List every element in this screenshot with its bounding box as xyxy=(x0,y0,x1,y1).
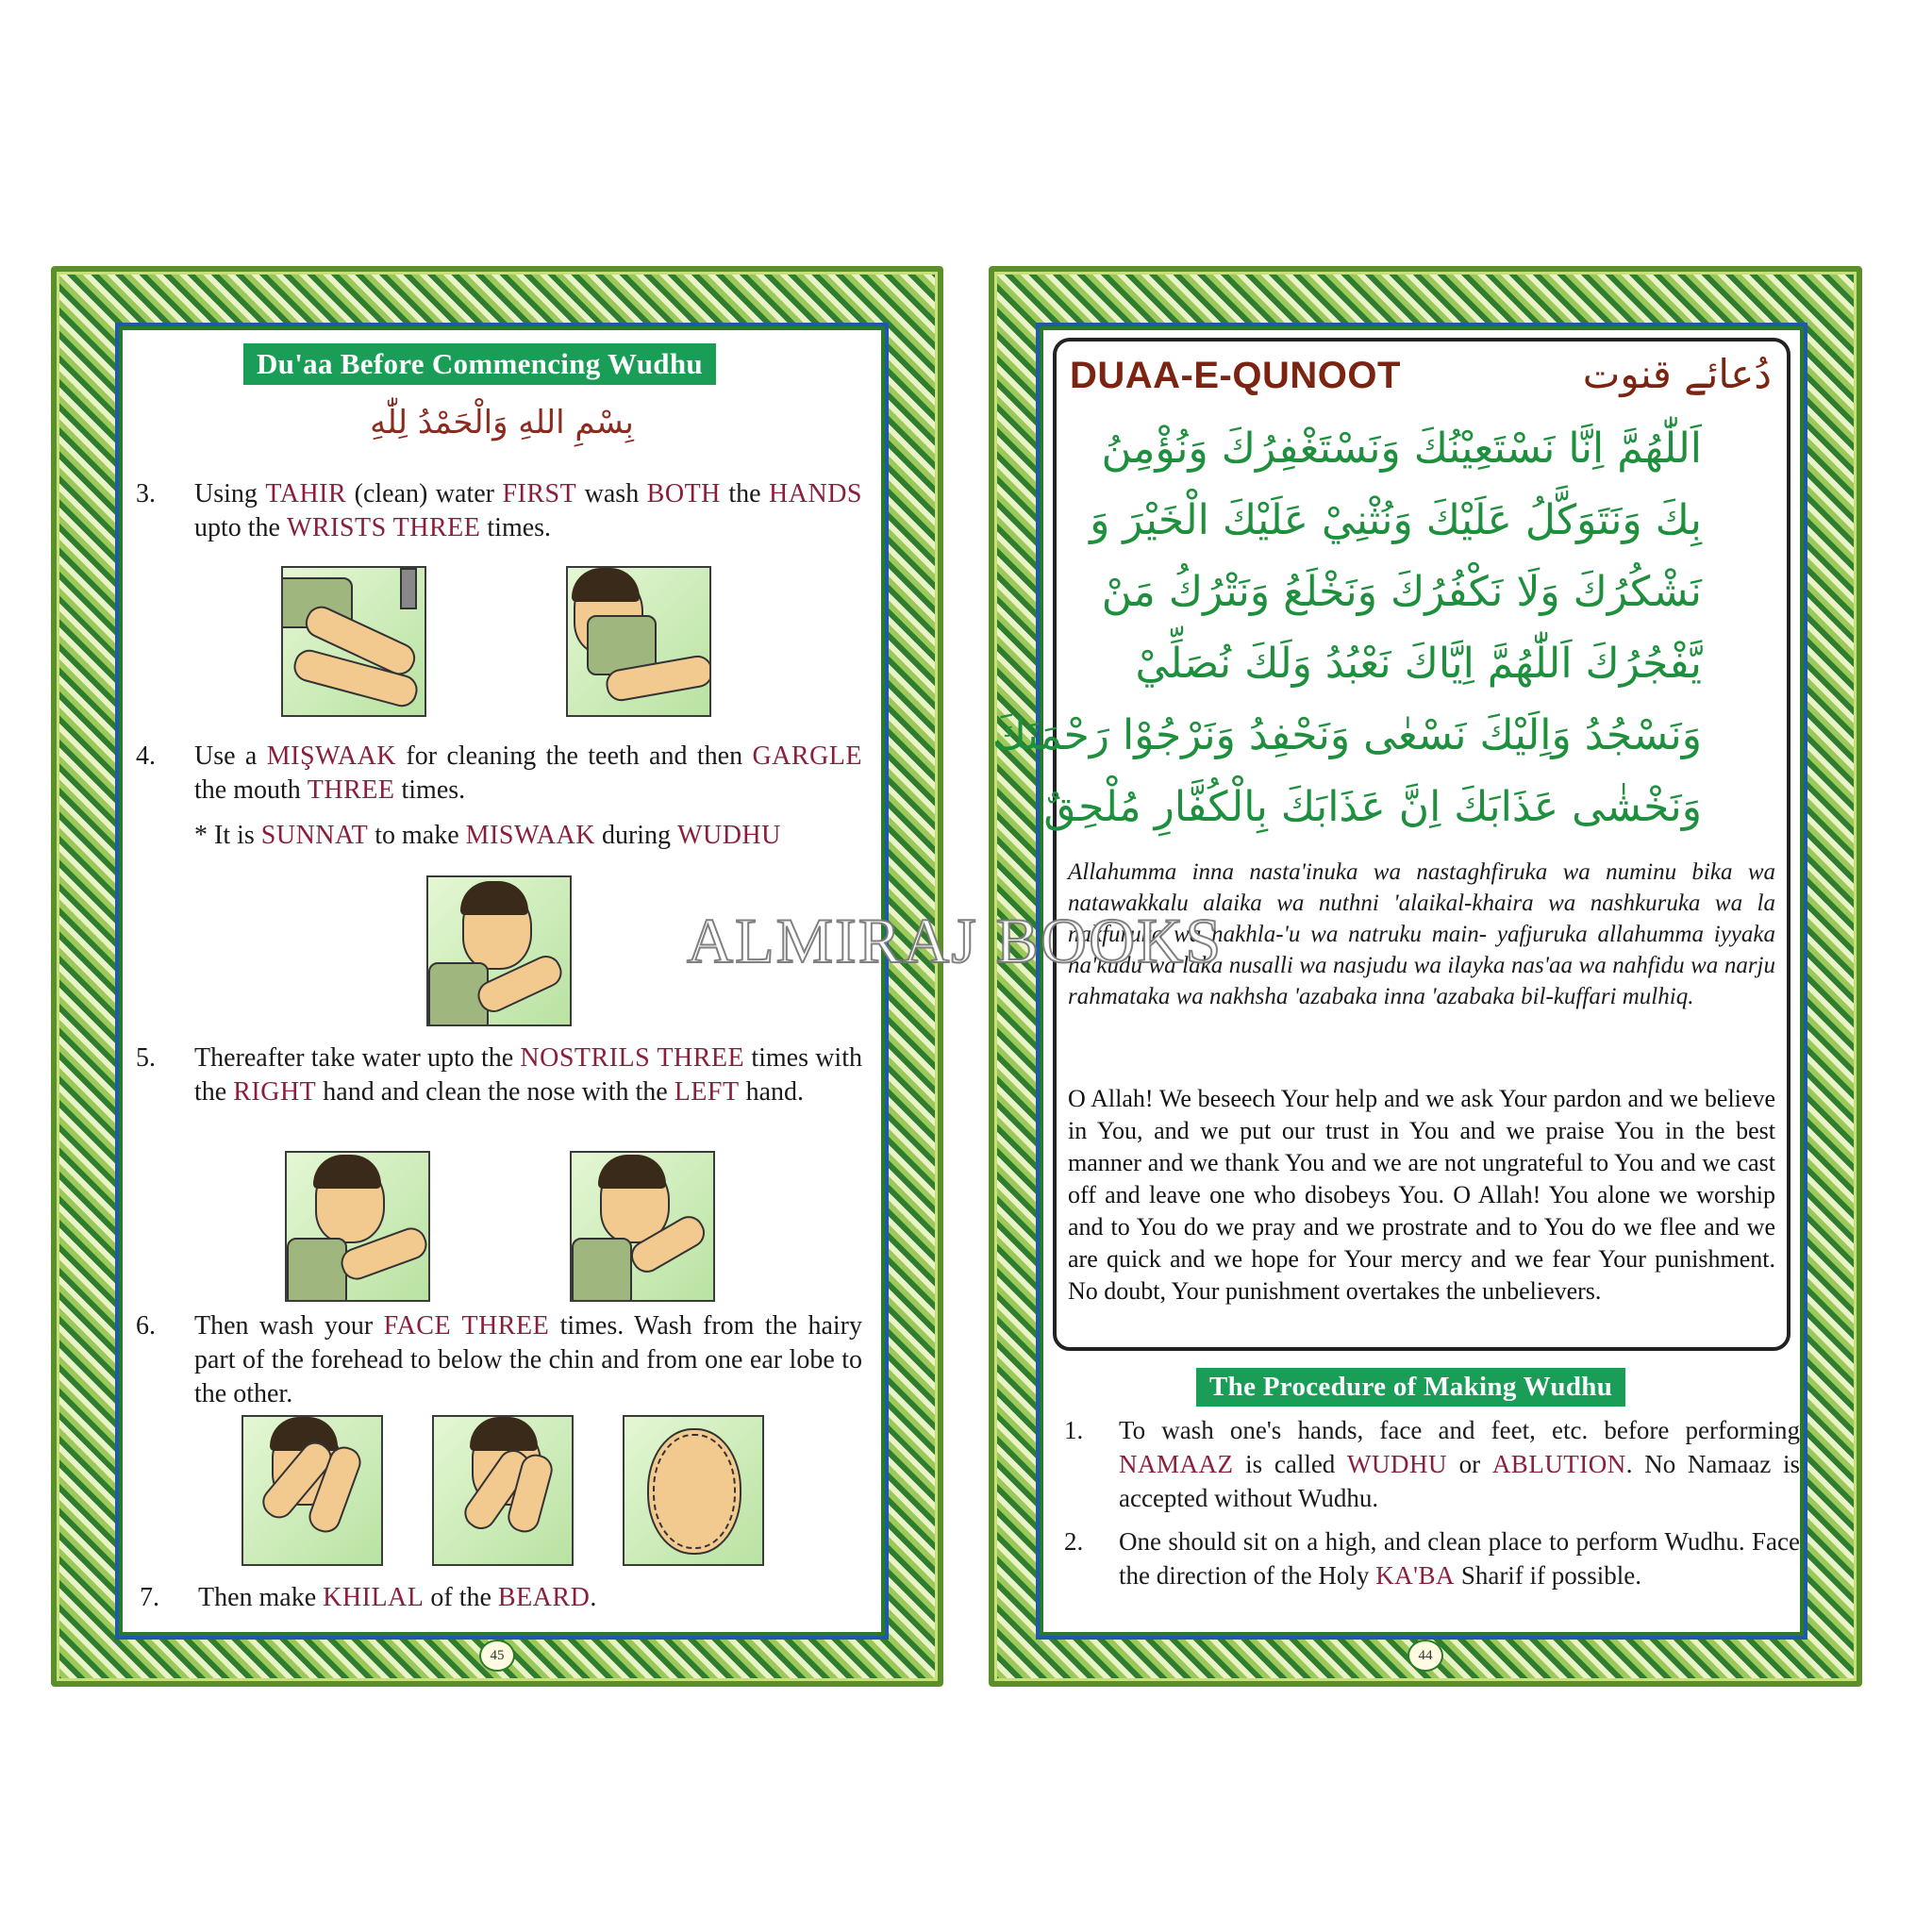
text-run: hand and clean the nose with the xyxy=(316,1077,675,1107)
duaa-heading: Du'aa Before Commencing Wudhu xyxy=(243,343,716,385)
text-run: One should sit on a high, and clean place to perform Wudhu. Face the direction of the Holy xyxy=(1119,1527,1800,1590)
step-text xyxy=(194,740,862,808)
highlighted-term: BOTH xyxy=(646,479,721,508)
step-text xyxy=(194,1041,862,1109)
translation: O Allah! We beseech Your help and we ask Your pardon and we believe in You, and we put our trust in You and we praise You in the best manner and we thank You and we are not ungrateful to You and we cast off and leave one who disobeys You. O Allah! You alone we worship and to You do we pray and we prostrate and to You do we flee and we are quick and we hope for Your mercy and we fear Your punishment. No doubt, Your punishment overtakes the unbelievers. xyxy=(1068,1085,1775,1305)
text-run: hand. xyxy=(739,1077,805,1107)
highlighted-term: KA'BA xyxy=(1375,1561,1456,1590)
text-run: To wash one's hands, face and feet, etc. before performing xyxy=(1119,1416,1800,1444)
step-3 xyxy=(136,477,862,553)
step-text xyxy=(194,477,862,545)
text-run: times. xyxy=(394,775,466,805)
step-number: 1. xyxy=(1064,1416,1084,1444)
illustration-nose-water xyxy=(285,1151,430,1302)
text-run: times with the xyxy=(194,1043,862,1107)
step-number: 6. xyxy=(136,1311,156,1341)
highlighted-term: KHILAL xyxy=(323,1583,425,1612)
highlighted-term: NOSTRILS THREE xyxy=(520,1043,745,1073)
text-run: (clean) water xyxy=(346,479,503,508)
highlighted-term: MISWAAK xyxy=(465,821,595,850)
highlighted-term: RIGHT xyxy=(233,1077,317,1107)
qunoot-box xyxy=(991,338,1790,1351)
arabic-line: وَنَخْشٰى عَذَابَكَ اِنَّ عَذَابَكَ بِالْكُفَّارِ مُلْحِقٌ xyxy=(1043,783,1702,831)
text-run: the mouth xyxy=(194,775,308,805)
highlighted-term: GARGLE xyxy=(752,741,862,771)
illustration-wash-face-2 xyxy=(432,1415,574,1566)
text-run: during xyxy=(594,821,678,850)
text-run: . No Namaaz is accepted without Wudhu. xyxy=(1119,1450,1800,1512)
illustration-wash-hands-tap xyxy=(281,566,426,717)
highlighted-term: NAMAAZ xyxy=(1119,1450,1234,1478)
step-number: 4. xyxy=(136,741,156,771)
procedure-step-1 xyxy=(1064,1413,1800,1517)
text-run: times. Wash from the hairy part of the forehead to below the chin and from one ear lobe to the other. xyxy=(194,1311,862,1408)
page-number: 44 xyxy=(1407,1640,1443,1672)
step-6 xyxy=(136,1309,862,1413)
highlighted-term: HANDS xyxy=(769,479,862,508)
text-run: Then wash your xyxy=(194,1311,384,1341)
text-run: * It is xyxy=(194,821,261,850)
watermark: ALMIRAJ BOOKS xyxy=(687,905,1224,976)
highlighted-term: SUNNAT xyxy=(260,821,369,850)
sunnat-note xyxy=(194,821,855,851)
highlighted-term: FACE THREE xyxy=(383,1311,550,1341)
arabic-line: وَنَسْجُدُ وَاِلَيْكَ نَسْعٰى وَنَحْفِدُ وَنَرْجُوْا رَحْمَتَكَ xyxy=(991,711,1702,759)
text-run: . xyxy=(590,1583,597,1612)
highlighted-term: TAHIR xyxy=(265,479,347,508)
highlighted-term: THREE xyxy=(307,775,395,805)
text-run: or xyxy=(1446,1450,1492,1478)
illustration-wash-face-1 xyxy=(242,1415,383,1566)
text-run: Use a xyxy=(194,741,267,771)
illustration-wash-hands xyxy=(566,566,711,717)
illustration-face-boundary xyxy=(623,1415,764,1566)
text-run: of the xyxy=(424,1583,498,1612)
step-number: 3. xyxy=(136,479,156,508)
step-number: 2. xyxy=(1064,1527,1084,1556)
text-run: wash xyxy=(576,479,647,508)
arabic-line: اَللّٰهُمَّ اِنَّا نَسْتَعِيْنُكَ وَنَسْتَغْفِرُكَ وَنُؤْمِنُ xyxy=(1101,425,1702,473)
step-number: 7. xyxy=(140,1583,159,1612)
illustration-nose-clean xyxy=(570,1151,715,1302)
qunoot-title: DUAA-E-QUNOOT xyxy=(1070,355,1401,396)
highlighted-term: BEARD xyxy=(497,1583,591,1612)
text-run: Using xyxy=(194,479,266,508)
step-7 xyxy=(140,1581,866,1619)
highlighted-term: MIŞWAAK xyxy=(266,741,397,771)
text-run: for cleaning the teeth and then xyxy=(396,741,753,771)
highlighted-term: WUDHU xyxy=(677,821,781,850)
step-text xyxy=(1119,1413,1800,1515)
highlighted-term: LEFT xyxy=(674,1077,740,1107)
step-number: 5. xyxy=(136,1043,156,1073)
right-page-content xyxy=(991,326,1804,1636)
step-text xyxy=(194,1309,862,1411)
basmala-arabic: بِسْمِ اللهِ وَالْحَمْدُ لِلّٰهِ xyxy=(370,404,634,441)
step-text xyxy=(198,1581,866,1615)
text-run: Thereafter take water upto the xyxy=(194,1043,521,1073)
text-run: the xyxy=(720,479,770,508)
text-run: is called xyxy=(1233,1450,1347,1478)
highlighted-term: ABLUTION xyxy=(1491,1450,1626,1478)
step-text xyxy=(1119,1524,1800,1592)
text-run: Sharif if possible. xyxy=(1455,1561,1642,1590)
highlighted-term: FIRST xyxy=(502,479,577,508)
procedure-step-2 xyxy=(1064,1524,1800,1628)
arabic-line: بِكَ وَنَتَوَكَّلُ عَلَيْكَ وَنُثْنِيْ عَلَيْكَ الْخَيْرَ وَ xyxy=(1090,496,1702,544)
text-run: Then make xyxy=(198,1583,324,1612)
highlighted-term: WRISTS THREE xyxy=(287,513,481,542)
step-5 xyxy=(136,1041,862,1145)
procedure-heading: The Procedure of Making Wudhu xyxy=(1196,1368,1625,1407)
text-run: upto the xyxy=(194,513,287,542)
highlighted-term: WUDHU xyxy=(1346,1450,1447,1478)
arabic-line: يَّفْجُرُكَ اَللّٰهُمَّ اِيَّاكَ نَعْبُدُ وَلَكَ نُصَلِّيْ xyxy=(1135,640,1702,688)
arabic-line: نَشْكُرُكَ وَلَا نَكْفُرُكَ وَنَخْلَعُ وَنَتْرُكُ مَنْ xyxy=(1101,568,1702,616)
transliteration: Allahumma inna nasta'inuka wa nastaghfiruka wa numinu bika wa natawakkalu alaika wa nuthni 'alaikal-khaira wa nashkuruka wa la nakfuruka wa nakhla-'u wa natruku main- yafjuruka allahumma iyyaka na'kudu wa laka nusalli wa nasjudu wa ilayka nas'aa wa nahfidu wa narju rahmataka wa nakhsha 'azabaka inna 'azabaka bil-kuffari mulhiq. xyxy=(1068,859,1775,1009)
illustration-miswaak xyxy=(426,875,572,1026)
text-run: times. xyxy=(480,513,552,542)
page-number: 45 xyxy=(479,1640,515,1672)
left-page-content xyxy=(119,326,885,1636)
text-run: to make xyxy=(368,821,466,850)
qunoot-title-arabic: دُعائے قنوت xyxy=(1582,351,1772,397)
step-4 xyxy=(136,740,862,815)
